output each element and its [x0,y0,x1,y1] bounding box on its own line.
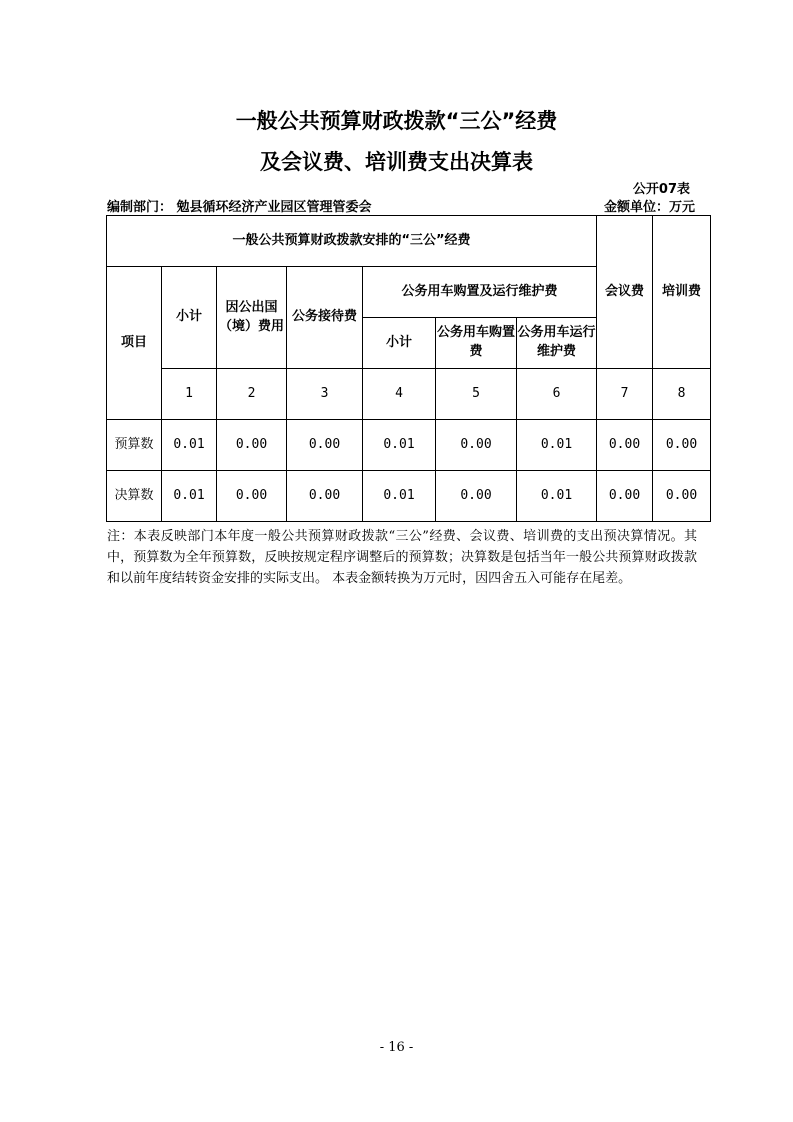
col-number: 1 [162,369,217,420]
table-cell: 0.00 [597,420,653,471]
row-label: 决算数 [107,471,162,522]
col-meeting-header: 会议费 [597,216,653,369]
col-reception-header: 公务接待费 [287,267,363,369]
page-number: - 16 - [379,1040,414,1055]
col-training-header: 培训费 [653,216,711,369]
col-vehicle-group-header: 公务用车购置及运行维护费 [363,267,597,318]
table-cell: 0.01 [517,471,597,522]
col-number: 8 [653,369,711,420]
expenditure-table [106,215,711,522]
col-vehicle-subtotal-header: 小计 [363,318,436,369]
table-row [107,471,711,522]
table-cell: 0.00 [653,420,711,471]
table-cell: 0.01 [517,420,597,471]
table-cell: 0.01 [162,471,217,522]
table-cell: 0.00 [597,471,653,522]
col-number: 3 [287,369,363,420]
table-note: 注：本表反映部门本年度一般公共预算财政拨款“三公”经费、会议费、培训费的支出预决算情况。其中，预算数为全年预算数，反映按规定程序调整后的预算数；决算数是包括当年一般公共预算财政拨款和以前年度结转资金安排的实际支出。 本表金额转换为万元时，因四舍五入可能存在尾差。 [107,529,697,586]
table-cell: 0.00 [217,420,287,471]
col-number: 2 [217,369,287,420]
col-number: 7 [597,369,653,420]
page-title: 一般公共预算财政拨款“三公”经费 [235,109,558,133]
table-cell: 0.01 [363,471,436,522]
table-cell: 0.00 [217,471,287,522]
page-subtitle: 及会议费、培训费支出决算表 [260,150,533,174]
col-number: 4 [363,369,436,420]
col-vehicle-maintenance-header: 公务用车运行维护费 [517,318,597,369]
form-number: 公开07表 [632,182,690,197]
group-header: 一般公共预算财政拨款安排的“三公”经费 [107,216,597,267]
col-number: 5 [436,369,517,420]
col-subtotal-header: 小计 [162,267,217,369]
col-vehicle-purchase-header: 公务用车购置费 [436,318,517,369]
col-item-header: 项目 [107,267,162,420]
table-cell: 0.01 [363,420,436,471]
row-label: 预算数 [107,420,162,471]
table-cell: 0.00 [287,471,363,522]
col-abroad-header: 因公出国（境）费用 [217,267,287,369]
table-cell: 0.00 [653,471,711,522]
table-cell: 0.00 [436,420,517,471]
unit-label: 金额单位：万元 [603,200,695,215]
table-cell: 0.00 [287,420,363,471]
table-cell: 0.01 [162,420,217,471]
department-label: 编制部门： 勉县循环经济产业园区管理管委会 [107,200,372,215]
table-row [107,420,711,471]
header-info-line [107,196,695,214]
col-number: 6 [517,369,597,420]
table-cell: 0.00 [436,471,517,522]
